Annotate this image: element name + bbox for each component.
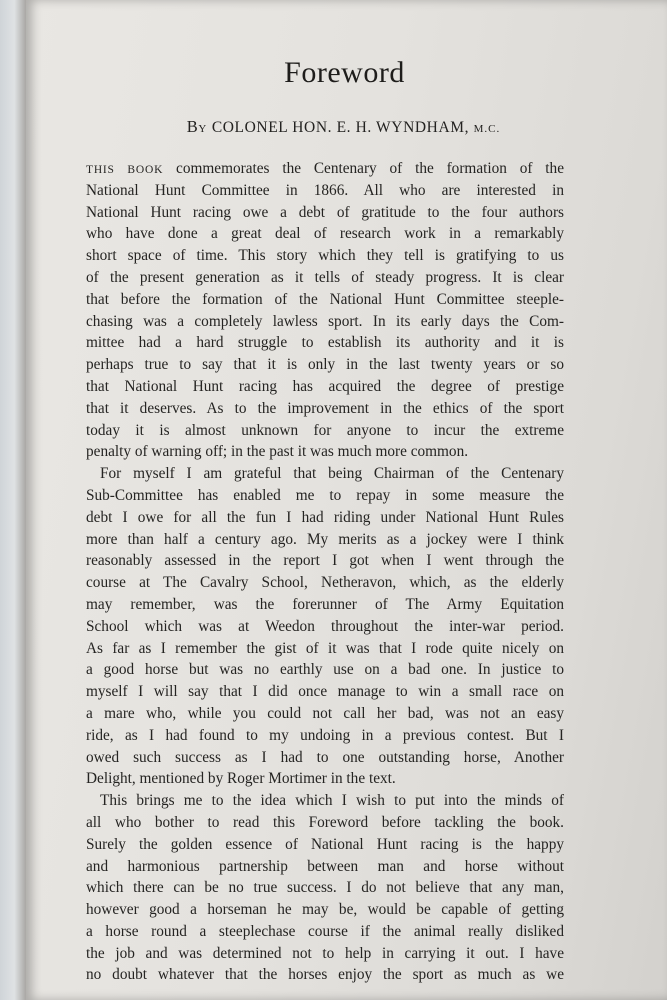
- text-line: School which was at Weedon throughout the inter-war period.: [86, 617, 564, 635]
- text-line: chasing was a completely lawless sport. In its early days the Com-: [86, 312, 564, 330]
- text-line: National Hunt racing owe a debt of gratitude to the four authors: [86, 203, 564, 221]
- text-line: a good horse but was no earthly use on a bad one. In justice to: [86, 661, 564, 679]
- book-page: [26, 0, 667, 1000]
- byline-suffix: M.C.: [473, 123, 501, 135]
- text-line: that it deserves. As to the improvement in the ethics of the sport: [86, 399, 564, 417]
- text-line: who have done a great deal of research work in a remarkably: [86, 225, 564, 243]
- text-line: owed such success as I had to one outstanding horse, Another: [86, 748, 564, 766]
- text-line: short space of time. This story which they tell is gratifying to us: [86, 247, 564, 265]
- text-line: all who bother to read this Foreword before tackling the book.: [86, 813, 564, 831]
- text-line: This brings me to the idea which I wish to put into the minds of: [100, 792, 564, 810]
- text-line: a horse round a steeplechase course if the animal really disliked: [86, 922, 564, 940]
- text-line: Surely the golden essence of National Hunt racing is the happy: [86, 835, 564, 853]
- byline-prefix-b: B: [186, 117, 199, 136]
- text-line: myself I will say that I did once manage to win a small race on: [86, 683, 564, 701]
- text-line: more than half a century ago. My merits as a jockey were I think: [86, 530, 564, 548]
- text-line: today it is almost unknown for anyone to incur the extreme: [86, 421, 564, 439]
- text-line: that National Hunt racing has acquired the degree of prestige: [86, 377, 564, 395]
- text-line: National Hunt Committee in 1866. All who are interested in: [86, 181, 564, 199]
- text-line: Sub-Committee has enabled me to repay in some measure the: [86, 486, 564, 504]
- text-line: mittee had a hard struggle to establish its authority and it is: [86, 334, 564, 352]
- text-line: debt I owe for all the fun I had riding under National Hunt Rules: [86, 508, 564, 526]
- body-text: [86, 158, 564, 986]
- page-title: Foreword: [284, 56, 405, 89]
- text-line: As far as I remember the gist of it was that I rode quite nicely on: [86, 639, 564, 657]
- text-line: course at The Cavalry School, Netheravon, which, as the elderly: [86, 574, 564, 592]
- byline: [26, 117, 667, 137]
- text-line: a mare who, while you could not call her bad, was not an easy: [86, 704, 564, 722]
- text-line: THIS BOOK commemorates the Centenary of the formation of the: [86, 160, 564, 177]
- text-line: no doubt whatever that the horses enjoy the sport as much as we: [86, 966, 564, 984]
- text-line: Delight, mentioned by Roger Mortimer in the text.: [86, 770, 396, 788]
- text-line: penalty of warning off; in the past it was much more common.: [86, 443, 469, 461]
- byline-prefix-y: Y: [198, 123, 208, 135]
- byline-name: COLONEL HON. E. H. WYNDHAM,: [211, 119, 470, 136]
- text-line: ride, as I had found to my undoing in a previous contest. But I: [86, 726, 564, 744]
- text-line: For myself I am grateful that being Chairman of the Centenary: [100, 465, 564, 483]
- text-line: reasonably assessed in the report I got when I went through the: [86, 552, 564, 570]
- facing-page-edge: [0, 0, 26, 1000]
- text-line: perhaps true to say that it is only in the last twenty years or so: [86, 356, 564, 374]
- text-line: of the present generation as it tells of steady progress. It is clear: [86, 268, 564, 286]
- text-line: and harmonious partnership between man and horse without: [86, 857, 564, 875]
- text-line: which there can be no true success. I do not believe that any man,: [86, 879, 564, 897]
- text-line: may remember, was the forerunner of The Army Equitation: [86, 595, 564, 613]
- lead-smallcaps: THIS BOOK: [86, 164, 164, 176]
- text-line: the job and was determined not to help in carrying it out. I have: [86, 944, 564, 962]
- text-line: however good a horseman he may be, would be capable of getting: [86, 901, 564, 919]
- text-line: that before the formation of the National Hunt Committee steeple-: [86, 290, 564, 308]
